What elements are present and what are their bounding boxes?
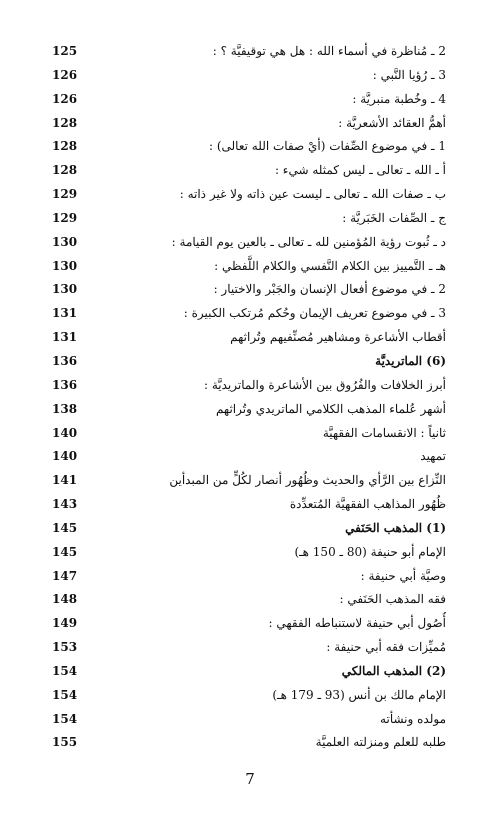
toc-entry-title: (1) المذهب الحَنَفي — [345, 520, 446, 535]
toc-entry — [0, 278, 500, 302]
toc-entry-page: 154 — [52, 663, 78, 678]
toc-entry — [0, 88, 500, 112]
toc-entry — [0, 112, 500, 136]
toc-entry — [0, 326, 500, 350]
toc-entry — [0, 469, 500, 493]
toc-entry-title: فقه المذهب الحَنَفي : — [339, 592, 446, 607]
toc-entry — [0, 302, 500, 326]
toc-entry-page: 136 — [52, 353, 78, 368]
toc-entry — [0, 398, 500, 422]
toc-entry — [0, 135, 500, 159]
toc-entry-page: 130 — [52, 234, 78, 249]
table-of-contents — [0, 40, 500, 755]
toc-entry — [0, 517, 500, 541]
toc-entry — [0, 541, 500, 565]
toc-entry-page: 154 — [52, 687, 78, 702]
page-number: 7 — [245, 770, 255, 788]
toc-entry-page: 128 — [52, 115, 78, 130]
toc-entry-title: هـ ـ التَّمييز بين الكلام النَّفسي والكلام اللَّفظي : — [214, 258, 446, 273]
toc-entry-title: أشهر عُلماء المذهب الكلامي الماتريدي وتُراثهم — [215, 401, 446, 416]
toc-entry-title: د ـ ثُبوت رؤية المُؤمنين لله ـ تعالى ـ بالعين يوم القيامة : — [171, 234, 446, 249]
toc-entry-page: 125 — [52, 44, 78, 58]
toc-entry-page: 140 — [52, 425, 78, 440]
toc-entry — [0, 64, 500, 88]
toc-entry-page: 129 — [52, 210, 78, 225]
toc-entry-title: مُميِّزات فقه أبي حنيفة : — [326, 640, 446, 655]
toc-entry — [0, 231, 500, 255]
toc-entry-page: 131 — [52, 306, 78, 321]
toc-entry-title: أُصُول أبي حنيفة لاستنباطه الفقهي : — [268, 616, 446, 631]
toc-entry — [0, 159, 500, 183]
toc-entry-title: 4 ـ وخُطبة منبريَّة : — [352, 91, 446, 106]
toc-entry-title: ثانياً : الانقسامات الفقهيَّة — [322, 425, 446, 440]
toc-entry-page: 131 — [52, 330, 78, 345]
toc-entry-title: وصيَّة أبي حنيفة : — [360, 568, 446, 583]
toc-entry-page: 143 — [52, 497, 78, 512]
toc-entry-title: ج ـ الصِّفات الخَبَريَّة : — [342, 210, 446, 225]
toc-entry — [0, 612, 500, 636]
toc-entry — [0, 207, 500, 231]
toc-entry-page: 128 — [52, 139, 78, 154]
toc-entry-page: 154 — [52, 711, 78, 726]
toc-entry-title: 3 ـ في موضوع تعريف الإيمان وحُكم مُرتكب الكبيرة : — [183, 306, 446, 321]
toc-entry-title: (2) المذهب المالكي — [341, 663, 446, 678]
toc-entry-title: مولده ونشأته — [380, 711, 446, 726]
toc-entry-page: 148 — [52, 592, 78, 607]
toc-entry-title: الإمام مالك بن أنس (93 ـ 179 هـ) — [272, 687, 446, 702]
toc-entry-title: الإمام أبو حنيفة (80 ـ 150 هـ) — [294, 544, 446, 559]
toc-entry — [0, 40, 500, 64]
toc-entry-page: 140 — [52, 449, 78, 464]
toc-entry-title: أهمُّ العقائد الأشعريَّة : — [338, 115, 446, 130]
toc-entry-page: 145 — [52, 520, 78, 535]
toc-entry — [0, 588, 500, 612]
toc-entry — [0, 731, 500, 755]
toc-entry — [0, 636, 500, 660]
toc-entry-title: 3 ـ رُؤيا النَّبي : — [372, 67, 446, 82]
toc-entry — [0, 255, 500, 279]
toc-entry-title: النِّزاع بين الرَّأي والحديث وظُهُور أنصار لكُلٍّ من المبدأين — [169, 473, 446, 488]
toc-entry-page: 149 — [52, 616, 78, 631]
toc-entry-page: 136 — [52, 377, 78, 392]
toc-entry-page: 129 — [52, 187, 78, 202]
toc-entry — [0, 350, 500, 374]
toc-entry-title: ظُهُور المذاهب الفقهيَّة المُتعدِّدة — [289, 497, 446, 512]
toc-entry — [0, 565, 500, 589]
toc-entry-title: أقطاب الأشاعرة ومشاهير مُصنِّفيهم وتُراثهم — [230, 330, 446, 345]
toc-entry — [0, 708, 500, 732]
toc-entry — [0, 374, 500, 398]
toc-entry-title: ب ـ صفات الله ـ تعالى ـ ليست عين ذاته ولا غير ذاته : — [179, 187, 446, 202]
toc-entry-title: طلبه للعلم ومنزلته العلميَّة — [315, 735, 446, 750]
toc-entry-page: 138 — [52, 401, 78, 416]
toc-entry-page: 147 — [52, 568, 78, 583]
toc-entry-page: 130 — [52, 282, 78, 297]
toc-entry-title: 1 ـ في موضوع الصِّفات (أيْ صفات الله تعالى) : — [208, 139, 446, 154]
toc-entry-page: 128 — [52, 163, 78, 178]
toc-entry-title: تمهيد — [420, 449, 446, 464]
toc-entry — [0, 445, 500, 469]
toc-entry — [0, 684, 500, 708]
toc-entry-page: 141 — [52, 473, 78, 488]
toc-entry-page: 155 — [52, 735, 78, 750]
toc-entry-page: 130 — [52, 258, 78, 273]
toc-entry-page: 126 — [52, 67, 78, 82]
toc-entry-title: أ ـ الله ـ تعالى ـ ليس كمثله شيء : — [274, 163, 446, 178]
toc-entry-title: 2 ـ مُناظرة في أسماء الله : هل هي توقيفيَّة ؟ : — [212, 44, 446, 58]
toc-entry — [0, 493, 500, 517]
toc-entry — [0, 422, 500, 446]
toc-entry-title: (6) الماتريديَّة — [375, 353, 446, 368]
toc-entry-page: 145 — [52, 544, 78, 559]
toc-entry — [0, 660, 500, 684]
toc-entry-title: أبرز الخلافات والفُرُوق بين الأشاعرة والماتريديَّة : — [204, 377, 446, 392]
toc-entry-page: 126 — [52, 91, 78, 106]
toc-entry-title: 2 ـ في موضوع أفعال الإنسان والجَبْر والاختيار : — [213, 282, 446, 297]
toc-entry-page: 153 — [52, 640, 78, 655]
toc-entry — [0, 183, 500, 207]
